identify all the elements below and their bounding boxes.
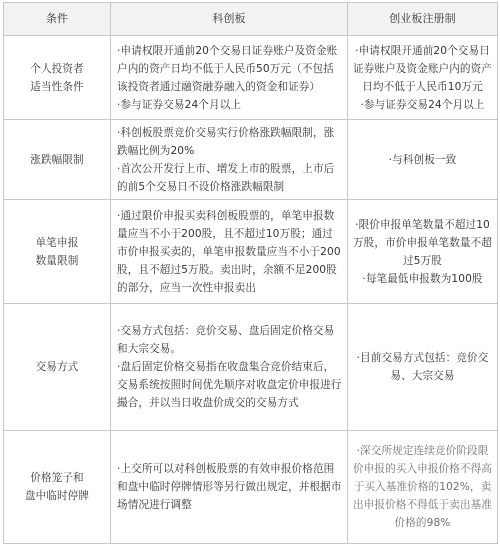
condition-line: 单笔申报 [35,236,79,249]
star-market-cell [111,200,348,304]
header-row [4,3,498,36]
star-market-item: ·参与证券交易24个月以上 [117,98,242,111]
star-market-item: ·上交所可以对科创板股票的有效申报价格范围和盘中临时停牌情形等另行做出规定，并根据市场情况进行调整 [117,463,342,511]
table-row [4,36,498,120]
chinext-cell [348,120,498,200]
condition-line: 数量限制 [35,254,79,267]
condition-cell [4,431,111,544]
star-market-item: ·通过限价申报买卖科创板股票的，单笔申报数量应当不小于200股，且不超过10万股；通过市价申报买卖的，单笔申报数量应当不小于200股，且不超过5万股。卖出时，余额不足200股的部分，应当一次性申报卖出 [117,209,341,294]
chinext-item: ·参与证券交易24个月以上 [360,98,485,111]
chinext-item: ·申请权限开通前20个交易日证券账户及资金账户内的资产日均不低于人民币10万元 [352,44,493,93]
condition-cell [4,304,111,431]
condition-line: 个人投资者 [30,62,84,75]
condition-cell [4,36,111,120]
chinext-item: ·深交所规定连续竞价阶段限价申报的买入申报价格不得高于买入基准价格的102%，卖出申报价格不得低于卖出基准价格的98% [352,445,493,529]
star-market-cell [111,431,348,544]
condition-line: 盘中临时停牌 [24,490,90,502]
condition-cell [4,120,111,200]
chinext-cell [348,200,498,304]
star-market-cell [111,304,348,431]
star-market-item: ·首次公开发行上市、增发上市的股票，上市后的前5个交易日不设价格涨跌幅限制 [117,162,335,193]
chinext-cell [348,36,498,120]
star-market-item: ·交易方式包括：竞价交易、盘后固定价格交易和大宗交易。 [117,325,335,355]
chinext-item: ·限价申报单笔数量不超过10万股，市价申报单笔数量不超过5万股 [352,218,493,267]
table-row [4,304,498,431]
header-chinext-registration: 创业板注册制 [348,3,498,36]
header-condition: 条件 [4,3,111,36]
chinext-item: ·每笔最低申报数为100股 [362,272,483,285]
table-row [4,120,498,200]
table-row [4,431,498,544]
chinext-item: ·目前交易方式包括：竞价交易、大宗交易 [356,352,489,382]
condition-cell [4,200,111,304]
table-row [4,200,498,304]
chinext-cell [348,304,498,431]
star-market-item: ·科创板股票竞价交易实行价格涨跌幅限制，涨跌幅比例为20% [117,126,335,157]
condition-line: 涨跌幅限制 [30,153,84,166]
star-market-cell [111,36,348,120]
condition-line: 交易方式 [35,361,79,373]
chinext-cell [348,431,498,544]
star-market-cell [111,120,348,200]
header-star-market: 科创板 [111,3,348,36]
condition-line: 适当性条件 [30,80,84,93]
chinext-item: ·与科创板一致 [388,153,457,166]
comparison-table [3,2,498,544]
star-market-item: ·盘后固定价格交易指在收盘集合竞价结束后，交易系统按照时间优先顺序对收盘定价申报进行撮合，并以当日收盘价成交的交易方式 [117,361,342,409]
condition-line: 价格笼子和 [30,472,84,484]
star-market-item: ·申请权限开通前20个交易日证券账户及资金账户内的资产日均不低于人民币50万元（不包括该投资者通过融资融券融入的资金和证券） [117,44,338,93]
